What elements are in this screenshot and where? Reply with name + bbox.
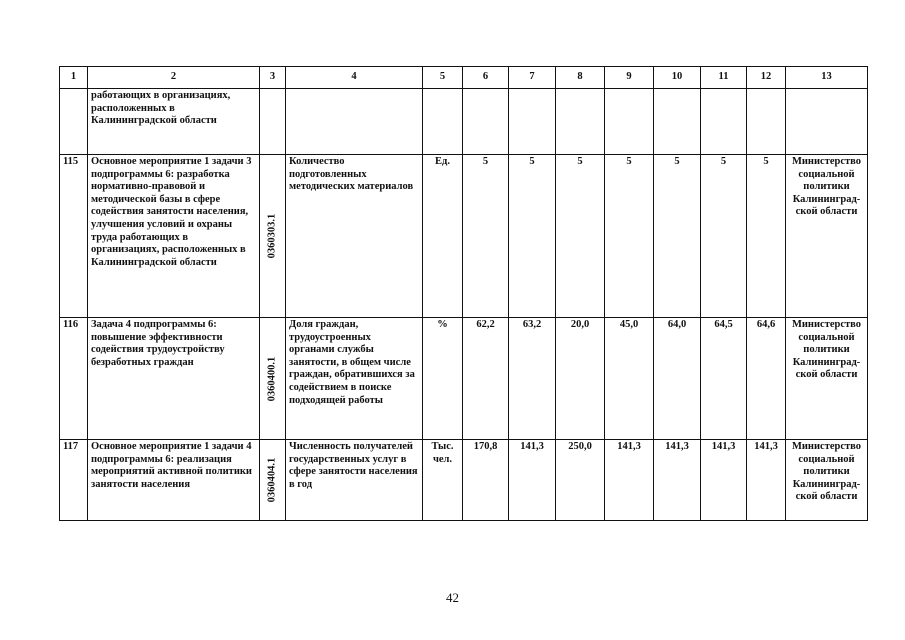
value-cell: 5 bbox=[509, 155, 556, 318]
row-number bbox=[60, 89, 88, 155]
value-cell bbox=[556, 89, 605, 155]
value-cell: 5 bbox=[556, 155, 605, 318]
row-number: 115 bbox=[60, 155, 88, 318]
event-cell: Основное мероприятие 1 задачи 4 подпрограммы 6: реализация мероприятий активной политики занятости населения bbox=[88, 440, 260, 521]
unit-cell: % bbox=[423, 318, 463, 440]
header-cell: 11 bbox=[701, 67, 747, 89]
header-cell: 2 bbox=[88, 67, 260, 89]
value-cell: 64,5 bbox=[701, 318, 747, 440]
header-cell: 3 bbox=[260, 67, 286, 89]
indicators-table bbox=[59, 66, 868, 521]
value-cell: 64,6 bbox=[747, 318, 786, 440]
indicator-cell: Доля граждан, трудоустроенных органами службы занятости, в общем числе граждан, обратившихся за содействием в поиске подходящей работы bbox=[286, 318, 423, 440]
value-cell: 250,0 bbox=[556, 440, 605, 521]
value-cell: 45,0 bbox=[605, 318, 654, 440]
value-cell: 141,3 bbox=[605, 440, 654, 521]
header-cell: 12 bbox=[747, 67, 786, 89]
responsible-cell bbox=[786, 89, 868, 155]
value-cell bbox=[605, 89, 654, 155]
event-cell: работающих в организациях, расположенных в Калининградской области bbox=[88, 89, 260, 155]
value-cell bbox=[747, 89, 786, 155]
header-cell: 8 bbox=[556, 67, 605, 89]
indicator-cell bbox=[286, 89, 423, 155]
header-cell: 4 bbox=[286, 67, 423, 89]
row-number: 117 bbox=[60, 440, 88, 521]
header-cell: 10 bbox=[654, 67, 701, 89]
responsible-cell: Министерство социальной политики Калининград-ской области bbox=[786, 440, 868, 521]
header-cell: 13 bbox=[786, 67, 868, 89]
header-cell: 1 bbox=[60, 67, 88, 89]
event-cell: Задача 4 подпрограммы 6: повышение эффективности содействия трудоустройству безработных граждан bbox=[88, 318, 260, 440]
header-cell: 7 bbox=[509, 67, 556, 89]
value-cell: 5 bbox=[605, 155, 654, 318]
value-cell bbox=[701, 89, 747, 155]
code-cell bbox=[260, 155, 286, 318]
responsible-cell: Министерство социальной политики Калининград-ской области bbox=[786, 155, 868, 318]
table-row bbox=[60, 440, 868, 521]
event-cell: Основное мероприятие 1 задачи 3 подпрограммы 6: разработка нормативно-правовой и методической базы в сфере содействия занятости населения, улучшения условий и охраны труда работающих в организациях, расположенных в Калининградской области bbox=[88, 155, 260, 318]
row-number: 116 bbox=[60, 318, 88, 440]
responsible-cell: Министерство социальной политики Калининград-ской области bbox=[786, 318, 868, 440]
code-cell bbox=[260, 89, 286, 155]
value-cell: 170,8 bbox=[463, 440, 509, 521]
code-cell bbox=[260, 318, 286, 440]
unit-cell: Ед. bbox=[423, 155, 463, 318]
value-cell: 62,2 bbox=[463, 318, 509, 440]
code-text: 0360404.1 bbox=[266, 457, 278, 503]
header-cell: 5 bbox=[423, 67, 463, 89]
unit-cell: Тыс. чел. bbox=[423, 440, 463, 521]
table-row bbox=[60, 89, 868, 155]
value-cell bbox=[509, 89, 556, 155]
value-cell: 20,0 bbox=[556, 318, 605, 440]
table-header-row bbox=[60, 67, 868, 89]
header-cell: 9 bbox=[605, 67, 654, 89]
code-cell bbox=[260, 440, 286, 521]
value-cell: 141,3 bbox=[701, 440, 747, 521]
value-cell: 5 bbox=[747, 155, 786, 318]
value-cell: 141,3 bbox=[654, 440, 701, 521]
value-cell: 5 bbox=[701, 155, 747, 318]
table-row bbox=[60, 155, 868, 318]
value-cell: 5 bbox=[463, 155, 509, 318]
value-cell: 64,0 bbox=[654, 318, 701, 440]
value-cell: 141,3 bbox=[509, 440, 556, 521]
value-cell bbox=[463, 89, 509, 155]
unit-cell bbox=[423, 89, 463, 155]
table-row bbox=[60, 318, 868, 440]
value-cell: 141,3 bbox=[747, 440, 786, 521]
value-cell: 63,2 bbox=[509, 318, 556, 440]
value-cell: 5 bbox=[654, 155, 701, 318]
value-cell bbox=[654, 89, 701, 155]
header-cell: 6 bbox=[463, 67, 509, 89]
indicator-cell: Численность получателей государственных услуг в сфере занятости населения в год bbox=[286, 440, 423, 521]
indicator-cell: Количество подготовленных методических материалов bbox=[286, 155, 423, 318]
page-number: 42 bbox=[446, 590, 459, 605]
code-text: 0360303.1 bbox=[266, 213, 278, 259]
code-text: 0360400.1 bbox=[266, 356, 278, 401]
